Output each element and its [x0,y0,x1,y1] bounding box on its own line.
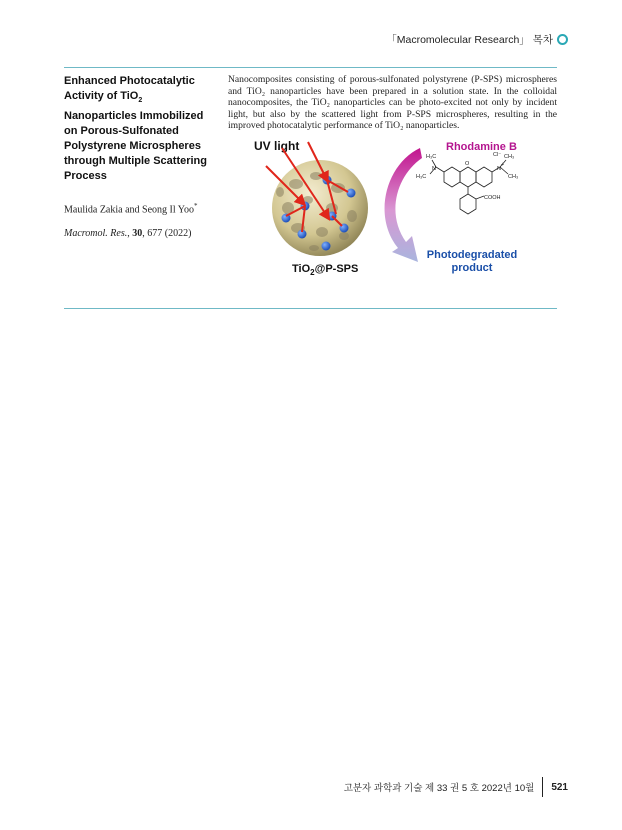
article-authors [64,202,216,215]
svg-text:H₃C: H₃C [426,154,437,160]
reaction-arrow [385,148,422,262]
corresponding-mark: * [194,201,198,210]
top-divider [64,67,557,68]
svg-text:N: N [432,166,436,172]
authors-text: Maulida Zakia and Seong Il Yoo [64,203,194,215]
journal-header: 「Macromolecular Research」 목차 [386,34,553,46]
p-sps-microsphere [272,160,368,256]
article-meta [64,74,216,239]
sphere-label: TiO$_2$@P-SPS [292,263,359,277]
article-title[interactable] [64,74,216,185]
journal-abbrev: Macromol. Res. [64,227,128,239]
page-number: 521 [551,781,568,793]
footer-divider [542,777,543,797]
graphical-abstract [236,136,556,286]
page-footer [344,777,568,797]
svg-text:COOH: COOH [484,195,501,201]
title-text-1: Enhanced Photocatalytic Activity of TiO [64,75,195,103]
footer-issue: 고분자 과학과 기술 제 33 권 5 호 2022년 10월 [343,783,535,794]
pages-year: , 677 (2022) [142,227,192,239]
title-subscript: 2 [138,97,143,105]
chem-labels [416,152,518,201]
bottom-divider [64,308,557,309]
svg-text:CH₃: CH₃ [508,174,519,180]
svg-text:N: N [497,166,501,172]
rhodamine-b-label: Rhodamine B [446,141,517,153]
svg-text:H₃C: H₃C [416,174,427,180]
abstract: Nanocomposites consisting of porous-sulfonated polystyrene (P-SPS) microspheres and TiO₂ nanoparticles have been prepared in a solution state. In the colloidal nanocomposites, the TiO₂ nanoparticles can be photo-excited not only by incident light, but also by the scattered light from P-SPS microspheres, resulting in the improved photocatalytic performance of TiO₂ nanoparticles. [228,74,557,132]
svg-text:Cl⁻: Cl⁻ [493,152,502,158]
svg-text:+: + [501,162,505,168]
title-text-2: Nanoparticles Immobilized on Porous-Sulfonated Polystyrene Microspheres through Multiple Scattering Process [64,109,207,183]
volume: 30 [132,227,143,239]
circle-icon [557,34,568,45]
product-label-line2: product [451,262,493,274]
svg-text:CH₃: CH₃ [504,154,515,160]
uv-light-label: UV light [254,139,300,153]
citation: Macromol. Res., 30, 677 (2022) [64,227,192,239]
svg-text:O: O [465,161,470,167]
product-label-line1: Photodegradated [426,249,518,261]
running-header [386,32,568,47]
